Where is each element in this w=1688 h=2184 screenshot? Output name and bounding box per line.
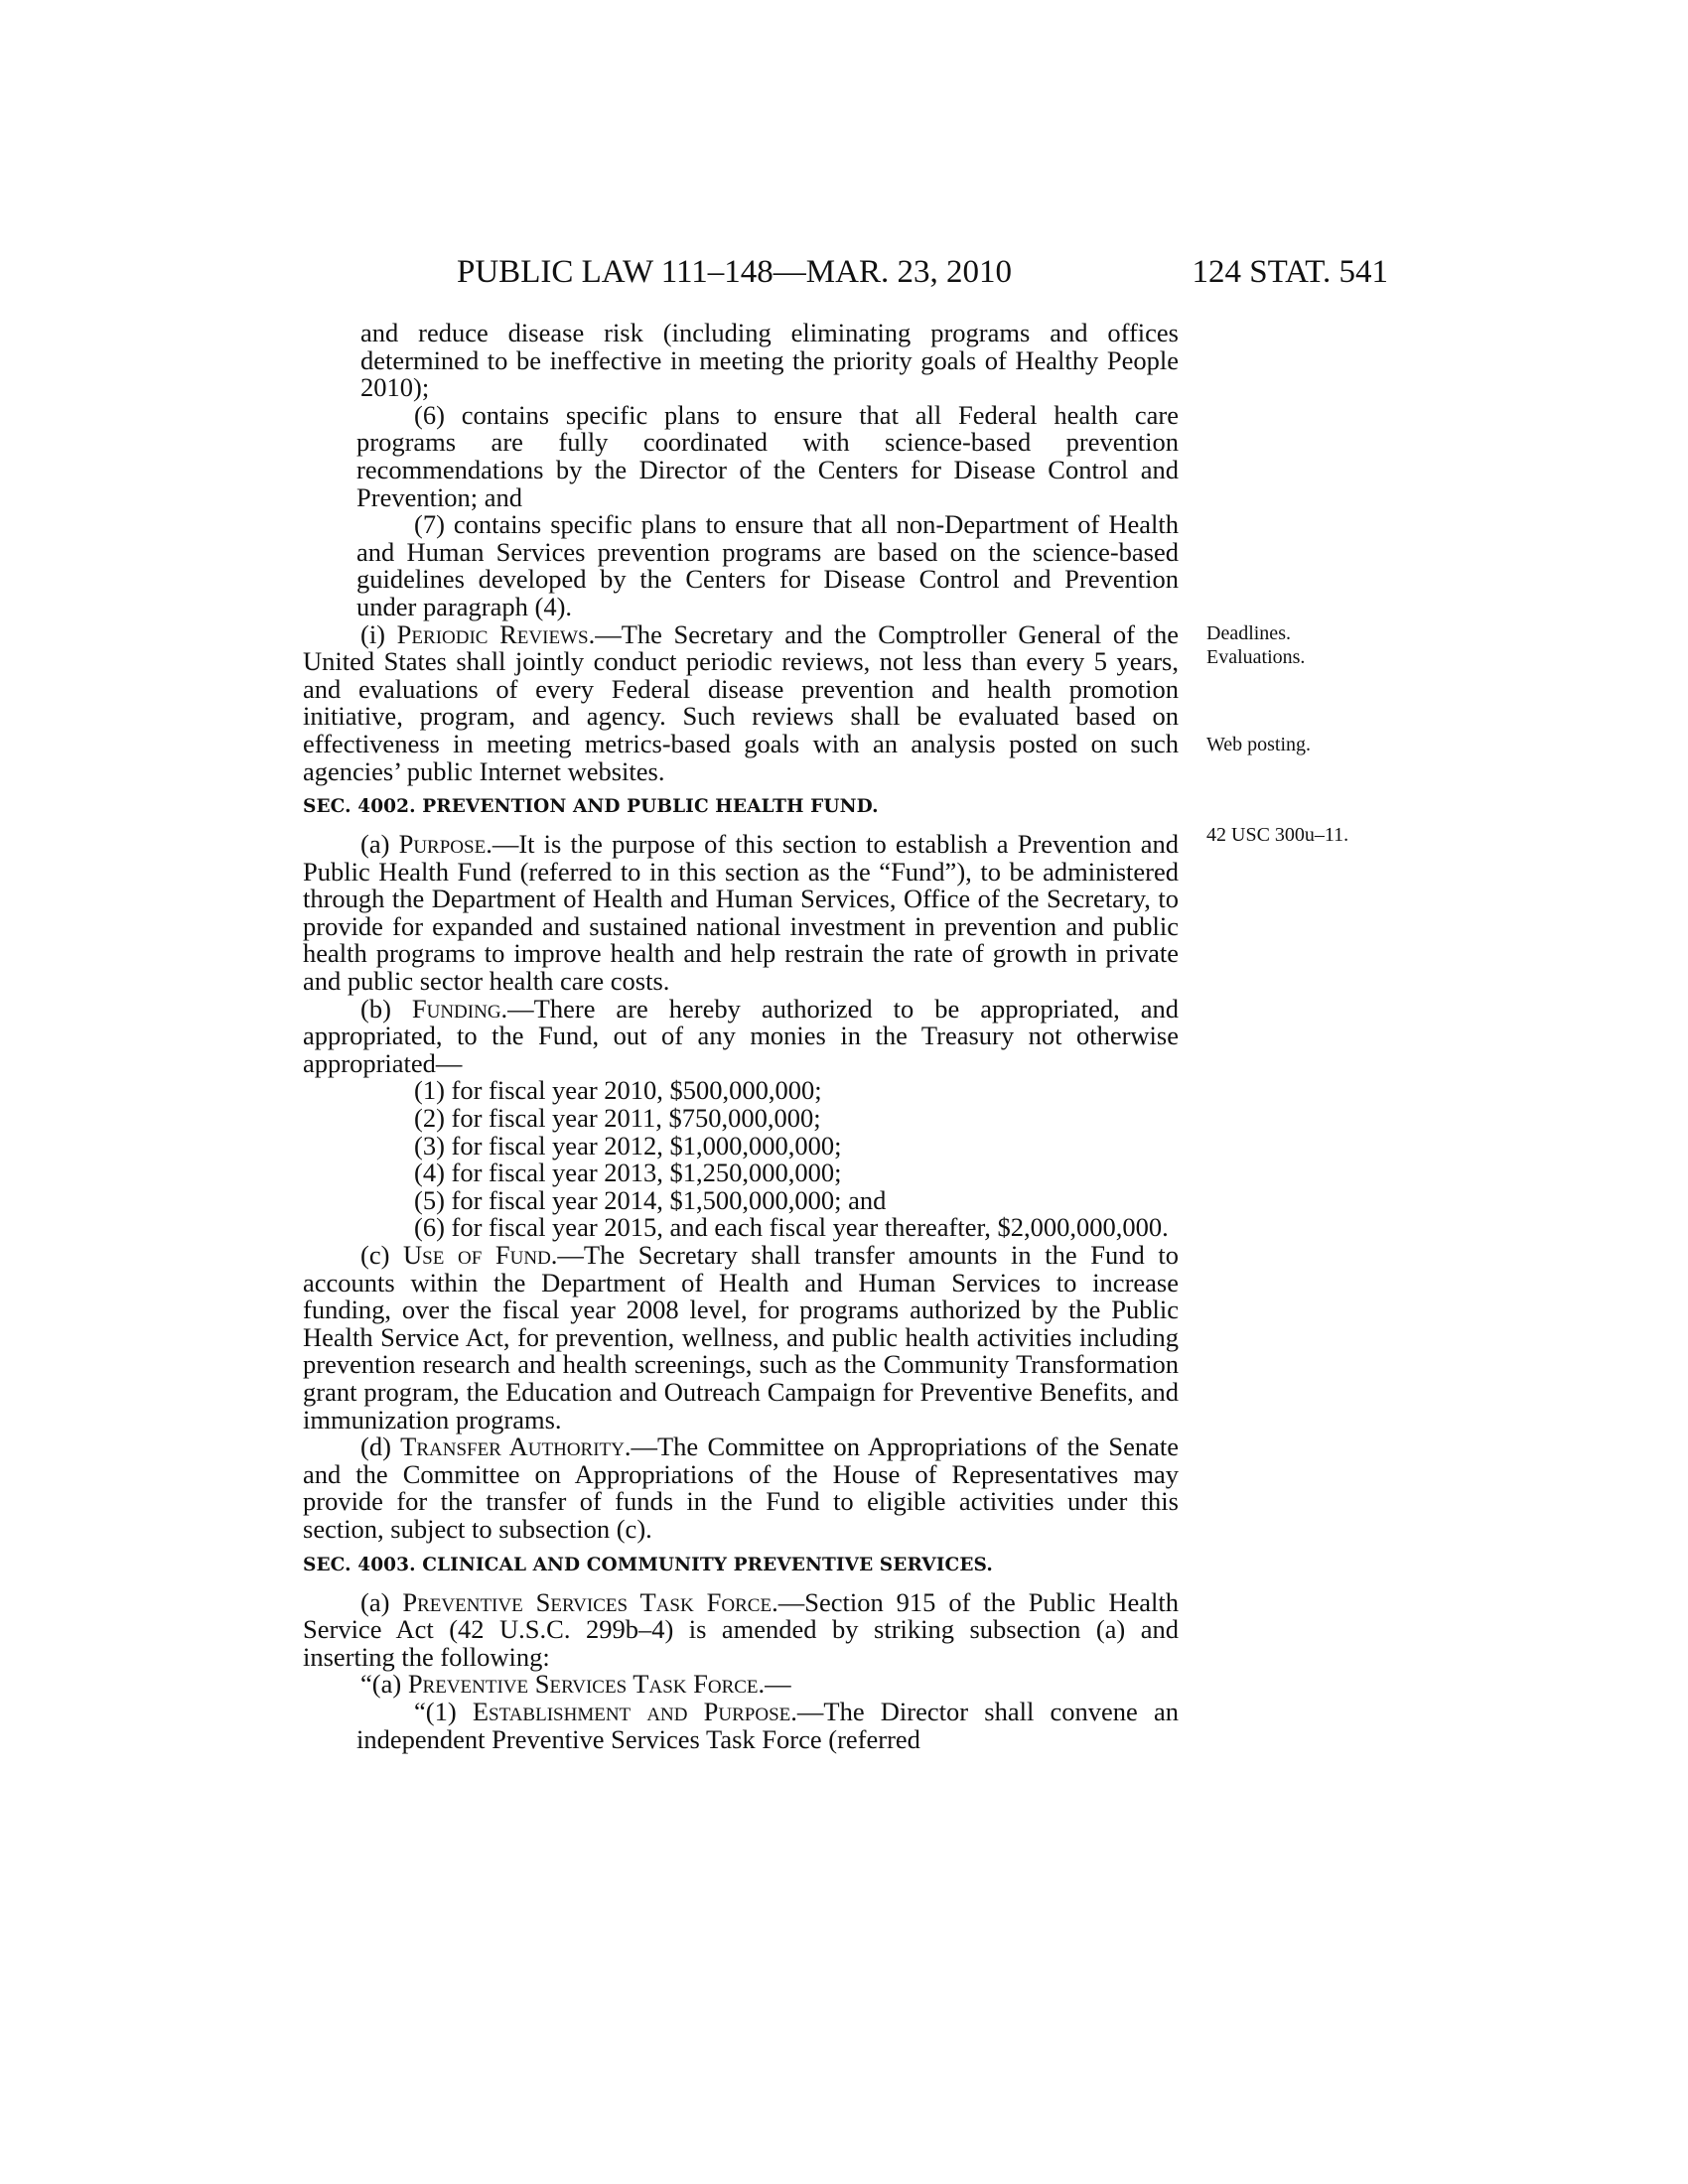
quoted-subsection-a: “(a) Preventive Services Task Force.—	[360, 1669, 791, 1700]
subsection-heading: Preventive Services Task Force	[407, 1669, 759, 1700]
margin-note-usc-citation: 42 USC 300u–11.	[1206, 824, 1349, 846]
funding-item: (5) for fiscal year 2014, $1,500,000,000; and	[414, 1184, 887, 1215]
margin-note-web-posting: Web posting.	[1206, 734, 1312, 755]
law-text-column	[303, 320, 1179, 1753]
paragraph-heading: Establishment and Purpose	[472, 1696, 791, 1726]
subsection-heading: Preventive Services Task Force	[402, 1586, 773, 1617]
paragraph-continuation: and reduce disease risk (including eliminating programs and offices determined to be ineffective in meeting the priority goals of Healthy People 2010);	[360, 318, 1179, 403]
subsection-c-use-of-fund: (c) Use of Fund.—The Secretary shall transfer amounts in the Fund to accounts within the Department of Health and Human Services to increase funding, over the fiscal year 2008 level, for programs authorized by the Public Health Service Act, for prevention, wellness, and public health activities including prevention research and health screenings, such as the Community Transformation grant program, the Education and Outreach Campaign for Preventive Benefits, and immunization programs.	[303, 1240, 1180, 1434]
funding-item: (6) for fiscal year 2015, and each fiscal year thereafter, $2,000,000,000.	[414, 1212, 1169, 1243]
section-4003-heading: SEC. 4003. CLINICAL AND COMMUNITY PREVENTIVE SERVICES.	[303, 1554, 993, 1575]
funding-item: (1) for fiscal year 2010, $500,000,000;	[414, 1075, 822, 1106]
public-law-title: PUBLIC LAW 111–148—MAR. 23, 2010	[457, 254, 1012, 290]
subsection-a-purpose: (a) Purpose.—It is the purpose of this section to establish a Prevention and Public Health Fund (referred to in this section as the “Fund”), to be administered through the Department of Health and Human Services, Office of the Secretary, to provide for expanded and sustained national investment in prevention and public health programs to improve health and help restrain the rate of growth in private and public sector health care costs.	[303, 829, 1179, 997]
subsection-heading: Funding	[411, 993, 501, 1024]
subsection-d-transfer-authority: (d) Transfer Authority.—The Committee on Appropriations of the Senate and the Committee on Appropriations of the House of Representatives may provide for the transfer of funds in the Fund to eligible activities under this section, subject to subsection (c).	[303, 1432, 1179, 1544]
funding-item: (3) for fiscal year 2012, $1,000,000,000;	[414, 1130, 842, 1160]
subsection-heading: Purpose	[398, 829, 487, 860]
stat-page-number: 124 STAT. 541	[1192, 254, 1388, 290]
subsection-heading: Use of Fund	[403, 1240, 551, 1270]
paragraph-6: (6) contains specific plans to ensure that all Federal health care programs are fully coordinated with science-based prevention recommendations by the Director of the Centers for Disease Control and Prevention; and	[356, 399, 1179, 512]
funding-item: (2) for fiscal year 2011, $750,000,000;	[414, 1103, 821, 1134]
subsection-heading: Transfer Authority	[400, 1432, 625, 1462]
subsection-b-funding: (b) Funding.—There are hereby authorized to be appropriated, and appropriated, to the Fund, out of any monies in the Treasury not otherwise appropriated—	[303, 993, 1179, 1078]
section-4002-heading: SEC. 4002. PREVENTION AND PUBLIC HEALTH FUND.	[303, 796, 879, 818]
subsection-i-periodic-reviews: (i) Periodic Reviews.—The Secretary and the Comptroller General of the United States shall jointly conduct periodic reviews, not less than every 5 years, and evaluations of every Federal disease prevention and health promotion initiative, program, and agency. Such reviews shall be evaluated based on effectiveness in meeting metrics-based goals with an analysis posted on such agencies’ public Internet websites.	[303, 618, 1179, 786]
funding-item: (4) for fiscal year 2013, $1,250,000,000;	[414, 1158, 842, 1188]
quoted-paragraph-1: “(1) Establishment and Purpose.—The Director shall convene an independent Preventive Services Task Force (referred	[356, 1696, 1179, 1754]
subsection-a-task-force: (a) Preventive Services Task Force.—Section 915 of the Public Health Service Act (42 U.S.C. 299b–4) is amended by striking subsection (a) and inserting the following:	[303, 1586, 1179, 1672]
page-header	[298, 254, 1388, 294]
paragraph-7: (7) contains specific plans to ensure that all non-Department of Health and Human Services prevention programs are based on the science-based guidelines developed by the Centers for Disease Control and Prevention under paragraph (4).	[356, 509, 1179, 621]
subsection-heading: Periodic Reviews	[396, 618, 589, 649]
margin-note-deadlines: Deadlines. Evaluations.	[1206, 622, 1306, 668]
